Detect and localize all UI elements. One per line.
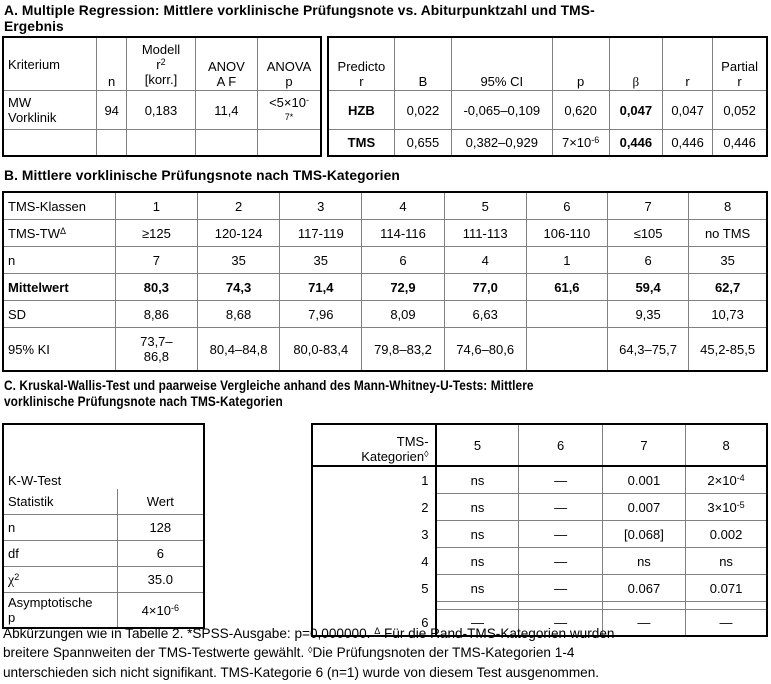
cell-klasse: 5 — [444, 192, 526, 220]
cell-mittelwert: 80,3 — [115, 274, 197, 301]
cell-n: 1 — [526, 247, 607, 274]
cell-text: ns — [637, 553, 651, 569]
cell-tw: 120-124 — [197, 220, 279, 247]
row-label-5: 5 — [312, 575, 436, 602]
cell-line: MW — [8, 95, 32, 110]
footnote — [3, 624, 769, 682]
section-b-title: B. Mittlere vorklinische Prüfungsnote nach TMS-Kategorien — [4, 168, 400, 183]
cell-p — [602, 548, 685, 575]
chi-exponent: 2 — [14, 571, 20, 582]
cell-tw: 111-113 — [444, 220, 526, 247]
cell-mittelwert: 62,7 — [689, 274, 767, 301]
cell-tw: 117-119 — [280, 220, 362, 247]
cell-sd — [526, 301, 607, 328]
cell-text: 0.071 — [709, 580, 743, 596]
cell-text: ns — [470, 526, 485, 542]
cell-n: 7 — [115, 247, 197, 274]
cell-ki — [115, 328, 197, 372]
cell-sup: -4 — [736, 472, 745, 483]
header-label-line2: Kategorien — [361, 449, 425, 464]
empty-cell — [127, 130, 195, 157]
cell-p — [519, 466, 602, 494]
cell-r: 0,047 — [662, 91, 712, 130]
lozenge-superscript: ◊ — [424, 449, 429, 459]
cell-p — [602, 494, 685, 521]
cell-p — [602, 575, 685, 602]
cell-text: — — [719, 615, 733, 630]
cell-p — [686, 494, 767, 521]
empty-cell — [519, 602, 602, 610]
cell-klasse: 4 — [362, 192, 444, 220]
cell-p — [686, 466, 767, 494]
row-label-4: 4 — [312, 548, 436, 575]
cell-p — [519, 548, 602, 575]
cell-line: Asymptotische — [8, 595, 93, 610]
row-label-asymptotic-p — [3, 593, 117, 629]
table-c-pairwise-comparisons — [311, 423, 768, 637]
cell-ki: 80,4–84,8 — [197, 328, 279, 372]
header-modell-line1: Modell — [141, 41, 181, 57]
cell-p — [686, 521, 767, 548]
cell-r: 0,446 — [662, 130, 712, 157]
cell-n: 35 — [689, 247, 767, 274]
cell-klasse: 2 — [197, 192, 279, 220]
cell-p-sup: -6 — [591, 135, 600, 145]
cell-n: 4 — [444, 247, 526, 274]
header-col-6: 6 — [519, 424, 602, 466]
empty-cell — [195, 130, 257, 157]
cell-text: ns — [470, 580, 485, 596]
empty-cell — [3, 424, 204, 467]
header-partial-line2: r — [737, 74, 742, 89]
cell-sd: 8,68 — [197, 301, 279, 328]
cell-klasse: 1 — [115, 192, 197, 220]
cell-p — [258, 91, 321, 130]
footnote-text: Abkürzungen wie in Tabelle 2. *SPSS-Ausgabe: p=0,000000. — [3, 626, 375, 641]
row-label-1: 1 — [312, 466, 436, 494]
header-anova-p-line1: ANOVA — [266, 59, 312, 74]
header-p: p — [552, 37, 609, 91]
header-anova-f — [195, 37, 257, 91]
header-r: r — [662, 37, 712, 91]
header-statistik: Statistik — [3, 489, 117, 515]
section-a-title-line1: A. Multiple Regression: Mittlere vorklinische Prüfungsnote vs. Abiturpunktzahl und TMS- — [4, 3, 595, 18]
header-modell-r: r — [156, 56, 161, 72]
row-label-mittelwert: Mittelwert — [3, 274, 115, 301]
cell-p — [519, 521, 602, 548]
cell-b: 0,655 — [394, 130, 451, 157]
header-modell-r2 — [127, 37, 195, 91]
header-partial-r — [713, 37, 767, 91]
header-predictor — [328, 37, 394, 91]
cell-line: 86,8 — [143, 349, 170, 364]
cell-p — [552, 91, 609, 130]
cell-klasse: 7 — [608, 192, 689, 220]
cell-mittelwert: 72,9 — [362, 274, 444, 301]
cell-mittelwert: 77,0 — [444, 274, 526, 301]
cell-p — [686, 575, 767, 602]
cell-p — [436, 575, 519, 602]
cell-mittelwert: 61,6 — [526, 274, 607, 301]
cell-tw: ≤105 — [608, 220, 689, 247]
cell-text: 0.067 — [627, 580, 661, 596]
cell-sd: 8,86 — [115, 301, 197, 328]
header-anova-p — [258, 37, 321, 91]
cell-text: — — [554, 580, 568, 596]
cell-text: ns — [470, 553, 485, 569]
cell-text: 3×10 — [707, 499, 737, 515]
chi-symbol: χ — [8, 572, 15, 588]
row-label-ki: 95% KI — [3, 328, 115, 372]
cell-tw: 114-116 — [362, 220, 444, 247]
cell-predictor-hzb: HZB — [328, 91, 394, 130]
header-wert: Wert — [117, 489, 204, 515]
header-kriterium — [3, 37, 97, 91]
row-label-df: df — [3, 541, 117, 567]
cell-line: Vorklinik — [8, 110, 57, 125]
header-n — [97, 37, 127, 91]
cell-n: 94 — [97, 91, 127, 130]
cell-value: 35.0 — [117, 567, 204, 593]
header-ci: 95% CI — [452, 37, 552, 91]
cell-text: ns — [719, 553, 733, 569]
empty-cell — [258, 130, 321, 157]
cell-mittelwert: 71,4 — [280, 274, 362, 301]
row-label-n: n — [3, 247, 115, 274]
cell-p-base: 7×10 — [561, 135, 592, 150]
cell-predictor-tms: TMS — [328, 130, 394, 157]
cell-r2: 0,183 — [127, 91, 195, 130]
section-c-title-line1: C. Kruskal-Wallis-Test und paarweise Vergleiche anhand des Mann-Whitney-U-Tests: Mittlere — [4, 378, 534, 393]
cell-ci: 0,382–0,929 — [452, 130, 552, 157]
cell-tw: ≥125 — [115, 220, 197, 247]
delta-superscript: Δ — [59, 225, 66, 236]
cell-tw: 106-110 — [526, 220, 607, 247]
cell-value — [117, 593, 204, 629]
cell-p-base: <5×10 — [269, 95, 306, 110]
header-b: B — [394, 37, 451, 91]
cell-text: 2×10 — [707, 472, 737, 488]
cell-ki: 45,2-85,5 — [689, 328, 767, 372]
header-anova-f-line1: ANOV — [207, 59, 245, 74]
delta-superscript: Δ — [374, 626, 381, 636]
empty-cell — [602, 602, 685, 610]
section-a-title-line2: Ergebnis — [4, 19, 64, 34]
cell-p — [602, 521, 685, 548]
row-label-3: 3 — [312, 521, 436, 548]
header-beta: β — [609, 37, 662, 91]
cell-text: ns — [470, 499, 485, 515]
cell-klasse: 6 — [526, 192, 607, 220]
cell-mittelwert: 59,4 — [608, 274, 689, 301]
cell-beta: 0,446 — [609, 130, 662, 157]
cell-n: 6 — [362, 247, 444, 274]
empty-cell — [312, 602, 436, 610]
row-label-tms-tw — [3, 220, 115, 247]
cell-p — [436, 548, 519, 575]
cell-ki — [526, 328, 607, 372]
lozenge-superscript: ◊ — [308, 645, 313, 656]
cell-n: 35 — [280, 247, 362, 274]
row-label-tms-klassen: TMS-Klassen — [3, 192, 115, 220]
table-a-predictors — [327, 36, 768, 157]
cell-tw: no TMS — [689, 220, 767, 247]
table-a-regression-model — [2, 36, 322, 157]
cell-text: — — [554, 499, 568, 515]
cell-text: — — [554, 526, 568, 542]
empty-cell — [3, 130, 97, 157]
cell-ki: 74,6–80,6 — [444, 328, 526, 372]
cell-p — [519, 575, 602, 602]
header-col-8: 8 — [686, 424, 767, 466]
cell-text: — — [554, 553, 568, 569]
section-c-title — [4, 378, 769, 410]
cell-p — [686, 548, 767, 575]
kw-test-label: K-W-Test — [8, 473, 62, 488]
cell-partial-r: 0,052 — [713, 91, 767, 130]
row-label-sd: SD — [3, 301, 115, 328]
cell-text: ns — [470, 472, 485, 488]
cell-ki: 64,3–75,7 — [608, 328, 689, 372]
cell-p-line2: 7* — [284, 112, 294, 122]
cell-partial-r: 0,446 — [713, 130, 767, 157]
row-label-chi2 — [3, 567, 117, 593]
cell-line: p — [8, 610, 16, 625]
empty-cell — [436, 602, 519, 610]
footnote-text: Für die Rand-TMS-Kategorien wurden — [380, 626, 615, 641]
cell-beta: 0,047 — [609, 91, 662, 130]
header-label-line1: TMS- — [396, 434, 429, 449]
row-label-n: n — [3, 515, 117, 541]
cell-klasse: 3 — [280, 192, 362, 220]
empty-cell — [686, 602, 767, 610]
cell-text: 0.007 — [627, 499, 661, 515]
header-partial-line1: Partial — [721, 59, 759, 74]
cell-sd: 8,09 — [362, 301, 444, 328]
cell-b: 0,022 — [394, 91, 451, 130]
row-label-2: 2 — [312, 494, 436, 521]
header-anova-f-line2: A F — [216, 74, 237, 89]
header-col-7: 7 — [602, 424, 685, 466]
cell-text: — — [470, 615, 484, 630]
cell-sd: 10,73 — [689, 301, 767, 328]
cell-value-base: 4×10 — [141, 602, 171, 618]
header-predictor-line1: Predicto — [337, 59, 386, 74]
cell-p — [436, 521, 519, 548]
footnote-text: unterschieden sich nicht signifikant. TMS-Kategorie 6 (n=1) wurde von diesem Test ausgenommen. — [3, 664, 600, 680]
cell-p — [436, 466, 519, 494]
footnote-text: Die Prüfungsnoten der TMS-Kategorien 1-4 — [312, 645, 575, 661]
empty-cell — [97, 130, 127, 157]
table-c-kw-test — [2, 423, 205, 629]
cell-sd: 7,96 — [280, 301, 362, 328]
cell-line: 73,7– — [140, 334, 173, 349]
row-label-6: 6 — [312, 610, 436, 637]
cell-f: 11,4 — [195, 91, 257, 130]
cell-value: 128 — [117, 515, 204, 541]
cell-value-sup: -6 — [170, 602, 179, 613]
cell-text: 0.002 — [709, 526, 743, 542]
cell-text: 0.001 — [627, 472, 661, 488]
cell-ki: 79,8–83,2 — [362, 328, 444, 372]
cell-text: — — [637, 615, 651, 630]
cell-n: 35 — [197, 247, 279, 274]
cell-p — [602, 466, 685, 494]
header-predictor-line2: r — [359, 74, 364, 89]
cell-value: 6 — [117, 541, 204, 567]
cell-mittelwert: 74,3 — [197, 274, 279, 301]
table-b-tms-categories — [2, 191, 768, 372]
section-a-title — [4, 3, 766, 35]
header-kriterium-text: Kriterium — [8, 56, 61, 72]
header-anova-p-line2: p — [285, 74, 293, 89]
section-c-title-line2: vorklinische Prüfungsnote nach TMS-Kategorien — [4, 394, 283, 409]
cell-text: [0.068] — [624, 526, 664, 542]
header-modell-line3: [korr.] — [144, 71, 178, 87]
cell-p-sup: - — [305, 95, 309, 105]
footnote-text: breitere Spannweiten der TMS-Testwerte gewählt. — [3, 645, 309, 661]
cell-sup: -5 — [736, 499, 745, 510]
cell-sd: 9,35 — [608, 301, 689, 328]
cell-klasse: 8 — [689, 192, 767, 220]
cell-sd: 6,63 — [444, 301, 526, 328]
cell-p — [519, 494, 602, 521]
cell-p — [436, 494, 519, 521]
cell-kriterium-mw-vorklinik — [3, 91, 97, 130]
cell-ci: -0,065–0,109 — [452, 91, 552, 130]
cell-p — [552, 130, 609, 157]
header-modell-r-sup: 2 — [160, 56, 166, 67]
cell-text: — — [554, 615, 568, 630]
cell-ki: 80,0-83,4 — [280, 328, 362, 372]
header-n-text: n — [108, 74, 116, 89]
row-label-tw-base: TMS-TW — [8, 225, 60, 241]
cell-text: — — [554, 472, 568, 488]
cell-n: 6 — [608, 247, 689, 274]
header-tms-kategorien — [312, 424, 436, 466]
cell-p-base: 0,620 — [564, 102, 597, 118]
header-col-5: 5 — [436, 424, 519, 466]
